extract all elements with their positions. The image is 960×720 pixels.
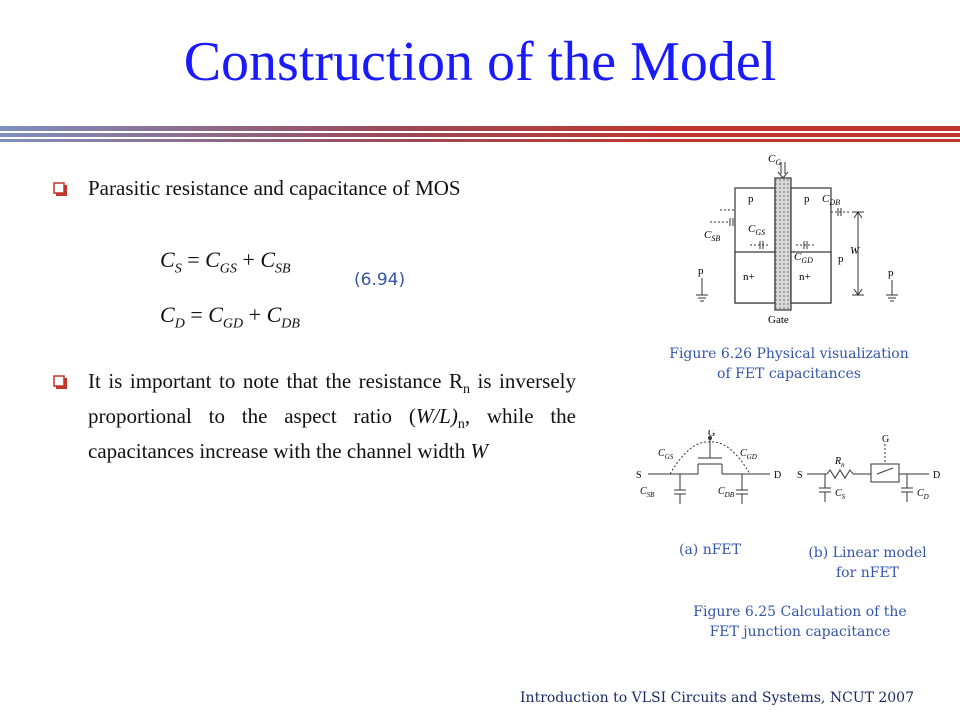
d-label: D <box>933 470 941 481</box>
cgd-label: $C_{GD}$ <box>740 448 757 461</box>
p-label: p <box>804 193 810 205</box>
cgs-label: $C_{GS}$ <box>658 448 674 461</box>
cdb-label: $C_{DB}$ <box>718 486 735 499</box>
slide-title: Construction of the Model <box>183 31 777 93</box>
cg-label: $C_G$ <box>768 153 782 167</box>
csb-label: $C_{SB}$ <box>640 486 655 499</box>
caption-nfet: (a) nFET <box>678 542 741 558</box>
divider-line-2 <box>0 133 960 137</box>
p-label: p <box>838 253 844 265</box>
g-label: G <box>708 430 716 439</box>
w-label: W <box>850 245 860 257</box>
bullet-icon <box>53 182 69 198</box>
p-label: p <box>888 267 894 279</box>
d-label: D <box>774 470 782 481</box>
figure-625-caption: Figure 6.25 Calculation of the FET junction capacitance <box>693 604 907 640</box>
divider-line-1 <box>0 126 960 131</box>
bullet-text-parasitic: Parasitic resistance and capacitance of MOS <box>88 176 461 200</box>
bullet-icon <box>53 375 69 391</box>
cgd-label: $C_{GD}$ <box>794 251 813 265</box>
gate-label: Gate <box>768 314 789 326</box>
p-label: p <box>748 193 754 205</box>
bullet-text-resistance: It is important to note that the resistance $R_n$ is inversely proportional to the aspect ratio $(W/L)_n$, while the capacitances increase with the channel width W <box>88 369 577 464</box>
rn-label: $R_n$ <box>835 456 845 469</box>
fet-capacitance-figure <box>690 150 920 330</box>
caption-linear-model: (b) Linear model for nFET <box>808 545 927 581</box>
divider-line-3 <box>0 139 960 142</box>
linear-model-schematic <box>795 430 945 520</box>
equation-cs: $C_S = C_{GS} + C_{SB}$ <box>160 247 291 277</box>
equation-cd: $C_D = C_{GD} + C_{DB}$ <box>160 302 300 332</box>
s-label: S <box>797 470 803 481</box>
cgs-label: $C_{GS}$ <box>748 223 766 237</box>
nplus-label: n+ <box>799 271 811 283</box>
g-label: G <box>882 434 890 445</box>
nplus-label: n+ <box>743 271 755 283</box>
s-label: S <box>636 470 642 481</box>
footer-text: Introduction to VLSI Circuits and Systems, NCUT 2007 <box>520 690 914 706</box>
csb-label: $C_{SB}$ <box>704 229 721 243</box>
p-label: p <box>698 265 704 277</box>
figure-626-caption: Figure 6.26 Physical visualization of FET capacitances <box>669 346 909 382</box>
cdb-label: $C_{DB}$ <box>822 193 841 207</box>
equation-number: (6.94) <box>354 270 406 290</box>
cs-label: $C_S$ <box>835 488 846 501</box>
nfet-schematic <box>630 430 790 520</box>
cd-label: $C_D$ <box>917 488 929 501</box>
